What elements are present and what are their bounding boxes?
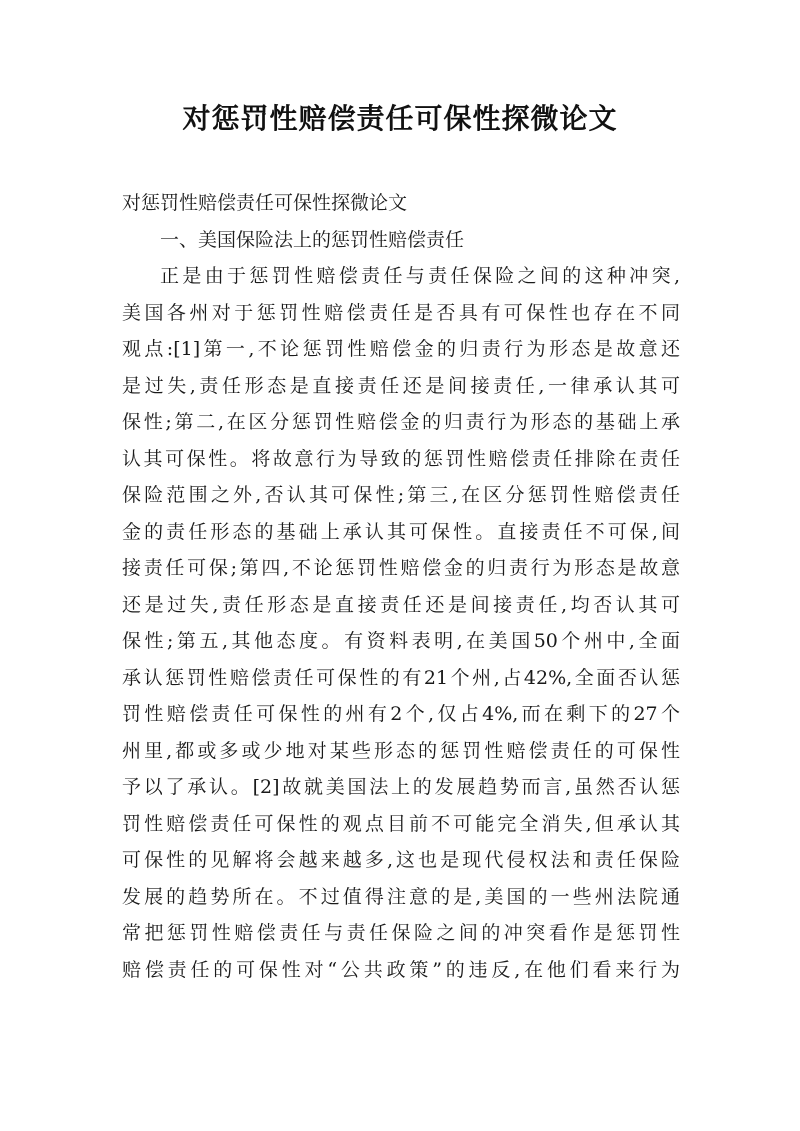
document-subtitle: 对惩罚性赔偿责任可保性探微论文 [122,192,408,214]
paragraph-line: 保险范围之外,否认其可保性;第三,在区分惩罚性赔偿责任 [122,484,680,506]
section-heading: 一、美国保险法上的惩罚性赔偿责任 [160,228,465,251]
paragraph-line: 还是过失,责任形态是直接责任还是间接责任,均否认其可 [122,593,680,616]
document-body [122,185,680,988]
paragraph-line: 接责任可保;第四,不论惩罚性赔偿金的归责行为形态是故意 [122,557,680,579]
paragraph-line: 罚性赔偿责任可保性的观点目前不可能完全消失,但承认其 [122,812,680,835]
paragraph-line: 可保性的见解将会越来越多,这也是现代侵权法和责任保险 [122,849,680,871]
paragraph-line: 是过失,责任形态是直接责任还是间接责任,一律承认其可 [122,374,680,397]
paragraph-line: 赔偿责任的可保性对“公共政策”的违反,在他们看来行为 [122,958,680,981]
paragraph-line: 承认惩罚性赔偿责任可保性的有21个州,占42%,全面否认惩 [122,666,680,689]
paragraph-line: 观点:[1]第一,不论惩罚性赔偿金的归责行为形态是故意还 [122,338,680,360]
document-title: 对惩罚性赔偿责任可保性探微论文 [182,102,618,135]
paragraph-line: 保性;第二,在区分惩罚性赔偿金的归责行为形态的基础上承 [122,411,680,433]
paragraph-line: 予以了承认。[2]故就美国法上的发展趋势而言,虽然否认惩 [122,776,680,798]
paragraph-line: 认其可保性。将故意行为导致的惩罚性赔偿责任排除在责任 [122,447,680,470]
paragraph-line: 常把惩罚性赔偿责任与责任保险之间的冲突看作是惩罚性 [122,922,680,944]
paragraph-line: 正是由于惩罚性赔偿责任与责任保险之间的这种冲突, [160,265,680,287]
paragraph-line: 金的责任形态的基础上承认其可保性。直接责任不可保,间 [122,520,680,543]
paragraph-line: 发展的趋势所在。不过值得注意的是,美国的一些州法院通 [122,885,680,908]
paragraph-line: 州里,都或多或少地对某些形态的惩罚性赔偿责任的可保性 [122,739,680,762]
paragraph-line: 罚性赔偿责任可保性的州有2个,仅占4%,而在剩下的27个 [122,703,680,725]
paragraph-line: 保性;第五,其他态度。有资料表明,在美国50个州中,全面 [122,630,680,652]
paragraph-line: 美国各州对于惩罚性赔偿责任是否具有可保性也存在不同 [122,301,680,324]
